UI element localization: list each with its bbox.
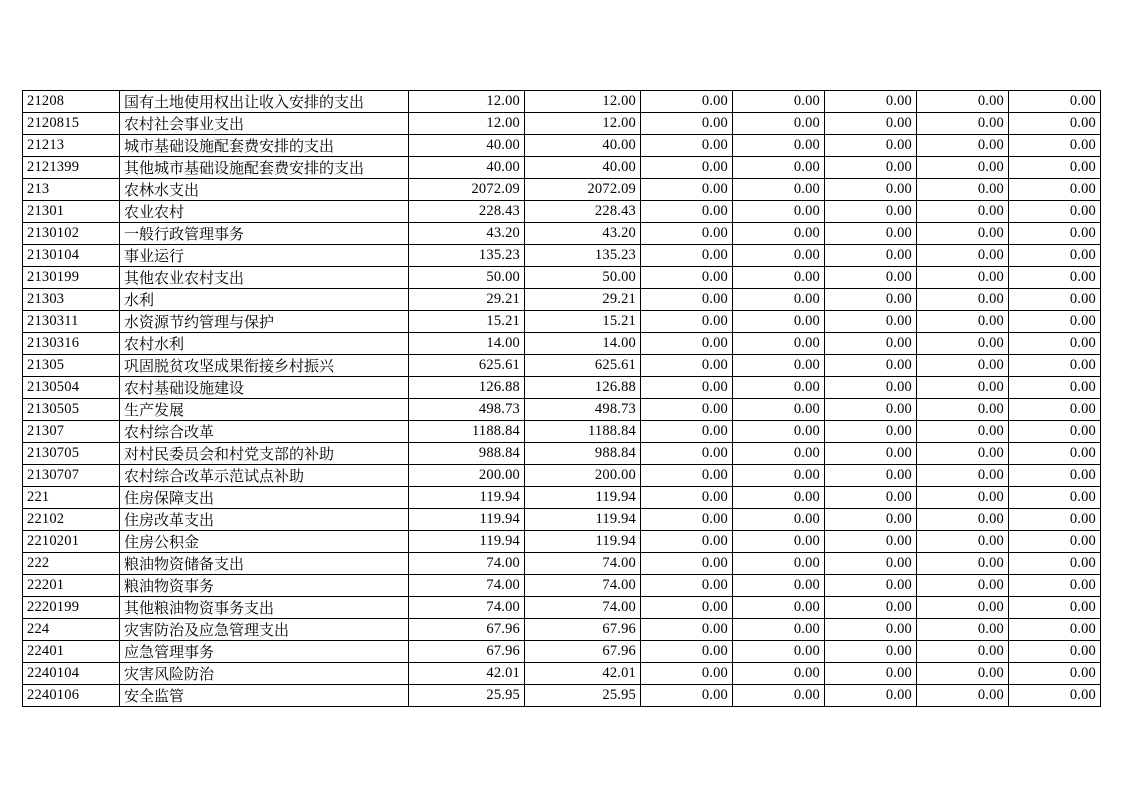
cell-subject-code: 213 (23, 179, 120, 201)
cell-subject-code: 21301 (23, 201, 120, 223)
cell-other-funds: 0.00 (1009, 245, 1101, 267)
cell-subject-name: 水利 (120, 289, 409, 311)
table-row (23, 355, 1101, 377)
cell-total: 29.21 (409, 289, 525, 311)
cell-social-insurance-fund: 0.00 (825, 201, 917, 223)
cell-general-public-budget: 1188.84 (525, 421, 641, 443)
cell-subject-code: 2130505 (23, 399, 120, 421)
cell-subject-name: 国有土地使用权出让收入安排的支出 (120, 91, 409, 113)
cell-gov-fund-budget: 0.00 (641, 201, 733, 223)
cell-fiscal-special-account: 0.00 (917, 157, 1009, 179)
cell-fiscal-special-account: 0.00 (917, 685, 1009, 707)
cell-social-insurance-fund: 0.00 (825, 113, 917, 135)
cell-total: 200.00 (409, 465, 525, 487)
cell-total: 12.00 (409, 113, 525, 135)
cell-state-capital-budget: 0.00 (733, 157, 825, 179)
cell-gov-fund-budget: 0.00 (641, 289, 733, 311)
cell-fiscal-special-account: 0.00 (917, 377, 1009, 399)
cell-general-public-budget: 42.01 (525, 663, 641, 685)
cell-total: 74.00 (409, 597, 525, 619)
table-row (23, 311, 1101, 333)
cell-state-capital-budget: 0.00 (733, 113, 825, 135)
cell-general-public-budget: 29.21 (525, 289, 641, 311)
cell-state-capital-budget: 0.00 (733, 575, 825, 597)
cell-subject-name: 其他农业农村支出 (120, 267, 409, 289)
cell-subject-name: 其他城市基础设施配套费安排的支出 (120, 157, 409, 179)
cell-subject-code: 2120815 (23, 113, 120, 135)
cell-subject-name: 应急管理事务 (120, 641, 409, 663)
cell-general-public-budget: 135.23 (525, 245, 641, 267)
cell-social-insurance-fund: 0.00 (825, 575, 917, 597)
table-row (23, 575, 1101, 597)
cell-social-insurance-fund: 0.00 (825, 157, 917, 179)
cell-total: 1188.84 (409, 421, 525, 443)
cell-fiscal-special-account: 0.00 (917, 553, 1009, 575)
cell-general-public-budget: 12.00 (525, 113, 641, 135)
cell-general-public-budget: 126.88 (525, 377, 641, 399)
cell-gov-fund-budget: 0.00 (641, 465, 733, 487)
cell-other-funds: 0.00 (1009, 333, 1101, 355)
cell-state-capital-budget: 0.00 (733, 355, 825, 377)
cell-subject-code: 224 (23, 619, 120, 641)
cell-other-funds: 0.00 (1009, 135, 1101, 157)
cell-social-insurance-fund: 0.00 (825, 289, 917, 311)
cell-general-public-budget: 14.00 (525, 333, 641, 355)
cell-social-insurance-fund: 0.00 (825, 487, 917, 509)
cell-subject-name: 其他粮油物资事务支出 (120, 597, 409, 619)
cell-fiscal-special-account: 0.00 (917, 487, 1009, 509)
cell-subject-name: 粮油物资储备支出 (120, 553, 409, 575)
cell-subject-name: 城市基础设施配套费安排的支出 (120, 135, 409, 157)
cell-subject-name: 农林水支出 (120, 179, 409, 201)
cell-general-public-budget: 74.00 (525, 575, 641, 597)
cell-gov-fund-budget: 0.00 (641, 597, 733, 619)
budget-table (22, 90, 1101, 707)
table-row (23, 245, 1101, 267)
cell-general-public-budget: 74.00 (525, 597, 641, 619)
cell-general-public-budget: 40.00 (525, 157, 641, 179)
cell-subject-name: 农村综合改革示范试点补助 (120, 465, 409, 487)
cell-gov-fund-budget: 0.00 (641, 685, 733, 707)
cell-total: 2072.09 (409, 179, 525, 201)
cell-subject-name: 粮油物资事务 (120, 575, 409, 597)
cell-state-capital-budget: 0.00 (733, 201, 825, 223)
cell-fiscal-special-account: 0.00 (917, 113, 1009, 135)
table-row (23, 619, 1101, 641)
cell-state-capital-budget: 0.00 (733, 377, 825, 399)
cell-fiscal-special-account: 0.00 (917, 531, 1009, 553)
cell-social-insurance-fund: 0.00 (825, 685, 917, 707)
cell-fiscal-special-account: 0.00 (917, 311, 1009, 333)
cell-social-insurance-fund: 0.00 (825, 553, 917, 575)
cell-general-public-budget: 12.00 (525, 91, 641, 113)
cell-social-insurance-fund: 0.00 (825, 531, 917, 553)
cell-other-funds: 0.00 (1009, 575, 1101, 597)
cell-subject-name: 农村社会事业支出 (120, 113, 409, 135)
cell-subject-name: 灾害风险防治 (120, 663, 409, 685)
cell-fiscal-special-account: 0.00 (917, 509, 1009, 531)
table-row (23, 663, 1101, 685)
cell-fiscal-special-account: 0.00 (917, 333, 1009, 355)
cell-social-insurance-fund: 0.00 (825, 333, 917, 355)
cell-other-funds: 0.00 (1009, 377, 1101, 399)
cell-gov-fund-budget: 0.00 (641, 91, 733, 113)
cell-total: 42.01 (409, 663, 525, 685)
cell-state-capital-budget: 0.00 (733, 509, 825, 531)
cell-general-public-budget: 228.43 (525, 201, 641, 223)
cell-fiscal-special-account: 0.00 (917, 663, 1009, 685)
cell-gov-fund-budget: 0.00 (641, 333, 733, 355)
cell-total: 498.73 (409, 399, 525, 421)
cell-other-funds: 0.00 (1009, 157, 1101, 179)
cell-gov-fund-budget: 0.00 (641, 399, 733, 421)
cell-total: 14.00 (409, 333, 525, 355)
cell-subject-code: 2130316 (23, 333, 120, 355)
cell-subject-code: 2130311 (23, 311, 120, 333)
cell-other-funds: 0.00 (1009, 179, 1101, 201)
cell-other-funds: 0.00 (1009, 201, 1101, 223)
cell-general-public-budget: 43.20 (525, 223, 641, 245)
cell-general-public-budget: 74.00 (525, 553, 641, 575)
cell-subject-code: 21307 (23, 421, 120, 443)
cell-general-public-budget: 200.00 (525, 465, 641, 487)
cell-subject-code: 2130102 (23, 223, 120, 245)
table-row (23, 135, 1101, 157)
cell-subject-name: 住房公积金 (120, 531, 409, 553)
cell-social-insurance-fund: 0.00 (825, 91, 917, 113)
cell-total: 67.96 (409, 641, 525, 663)
table-row (23, 465, 1101, 487)
cell-gov-fund-budget: 0.00 (641, 179, 733, 201)
cell-fiscal-special-account: 0.00 (917, 223, 1009, 245)
cell-total: 119.94 (409, 509, 525, 531)
cell-total: 40.00 (409, 157, 525, 179)
cell-social-insurance-fund: 0.00 (825, 641, 917, 663)
cell-subject-code: 21208 (23, 91, 120, 113)
cell-gov-fund-budget: 0.00 (641, 663, 733, 685)
cell-fiscal-special-account: 0.00 (917, 597, 1009, 619)
cell-subject-name: 住房改革支出 (120, 509, 409, 531)
cell-state-capital-budget: 0.00 (733, 641, 825, 663)
cell-general-public-budget: 25.95 (525, 685, 641, 707)
cell-general-public-budget: 2072.09 (525, 179, 641, 201)
cell-state-capital-budget: 0.00 (733, 597, 825, 619)
table-row (23, 443, 1101, 465)
cell-general-public-budget: 988.84 (525, 443, 641, 465)
cell-state-capital-budget: 0.00 (733, 531, 825, 553)
cell-gov-fund-budget: 0.00 (641, 377, 733, 399)
cell-subject-code: 2240104 (23, 663, 120, 685)
cell-gov-fund-budget: 0.00 (641, 531, 733, 553)
table-row (23, 201, 1101, 223)
cell-subject-code: 2220199 (23, 597, 120, 619)
cell-state-capital-budget: 0.00 (733, 487, 825, 509)
cell-general-public-budget: 625.61 (525, 355, 641, 377)
cell-other-funds: 0.00 (1009, 641, 1101, 663)
cell-total: 74.00 (409, 575, 525, 597)
cell-fiscal-special-account: 0.00 (917, 135, 1009, 157)
cell-other-funds: 0.00 (1009, 465, 1101, 487)
cell-fiscal-special-account: 0.00 (917, 641, 1009, 663)
table-row (23, 289, 1101, 311)
cell-subject-code: 2210201 (23, 531, 120, 553)
cell-gov-fund-budget: 0.00 (641, 509, 733, 531)
table-row (23, 179, 1101, 201)
table-row (23, 91, 1101, 113)
cell-general-public-budget: 119.94 (525, 531, 641, 553)
cell-total: 988.84 (409, 443, 525, 465)
cell-subject-code: 2130199 (23, 267, 120, 289)
cell-general-public-budget: 67.96 (525, 619, 641, 641)
cell-total: 74.00 (409, 553, 525, 575)
cell-total: 135.23 (409, 245, 525, 267)
table-row (23, 399, 1101, 421)
budget-table-container (22, 90, 1100, 707)
cell-fiscal-special-account: 0.00 (917, 179, 1009, 201)
cell-other-funds: 0.00 (1009, 289, 1101, 311)
cell-subject-name: 安全监管 (120, 685, 409, 707)
cell-gov-fund-budget: 0.00 (641, 113, 733, 135)
cell-fiscal-special-account: 0.00 (917, 245, 1009, 267)
cell-general-public-budget: 498.73 (525, 399, 641, 421)
cell-other-funds: 0.00 (1009, 443, 1101, 465)
cell-total: 228.43 (409, 201, 525, 223)
cell-state-capital-budget: 0.00 (733, 91, 825, 113)
cell-subject-name: 生产发展 (120, 399, 409, 421)
cell-gov-fund-budget: 0.00 (641, 575, 733, 597)
cell-state-capital-budget: 0.00 (733, 267, 825, 289)
cell-other-funds: 0.00 (1009, 685, 1101, 707)
cell-subject-code: 2240106 (23, 685, 120, 707)
cell-state-capital-budget: 0.00 (733, 179, 825, 201)
cell-other-funds: 0.00 (1009, 267, 1101, 289)
cell-other-funds: 0.00 (1009, 421, 1101, 443)
cell-fiscal-special-account: 0.00 (917, 289, 1009, 311)
cell-subject-code: 22401 (23, 641, 120, 663)
cell-subject-code: 2130104 (23, 245, 120, 267)
cell-subject-name: 一般行政管理事务 (120, 223, 409, 245)
table-row (23, 641, 1101, 663)
cell-total: 126.88 (409, 377, 525, 399)
cell-subject-code: 2130707 (23, 465, 120, 487)
cell-social-insurance-fund: 0.00 (825, 421, 917, 443)
cell-other-funds: 0.00 (1009, 113, 1101, 135)
cell-gov-fund-budget: 0.00 (641, 641, 733, 663)
table-row (23, 553, 1101, 575)
cell-other-funds: 0.00 (1009, 619, 1101, 641)
cell-total: 119.94 (409, 531, 525, 553)
cell-social-insurance-fund: 0.00 (825, 465, 917, 487)
cell-general-public-budget: 67.96 (525, 641, 641, 663)
cell-gov-fund-budget: 0.00 (641, 553, 733, 575)
cell-subject-code: 22102 (23, 509, 120, 531)
cell-general-public-budget: 50.00 (525, 267, 641, 289)
cell-other-funds: 0.00 (1009, 553, 1101, 575)
cell-social-insurance-fund: 0.00 (825, 223, 917, 245)
cell-state-capital-budget: 0.00 (733, 465, 825, 487)
cell-other-funds: 0.00 (1009, 311, 1101, 333)
table-row (23, 267, 1101, 289)
cell-gov-fund-budget: 0.00 (641, 157, 733, 179)
cell-subject-name: 农村综合改革 (120, 421, 409, 443)
cell-general-public-budget: 119.94 (525, 487, 641, 509)
cell-subject-name: 农业农村 (120, 201, 409, 223)
cell-gov-fund-budget: 0.00 (641, 267, 733, 289)
cell-gov-fund-budget: 0.00 (641, 355, 733, 377)
cell-subject-code: 22201 (23, 575, 120, 597)
cell-gov-fund-budget: 0.00 (641, 421, 733, 443)
cell-state-capital-budget: 0.00 (733, 443, 825, 465)
cell-fiscal-special-account: 0.00 (917, 575, 1009, 597)
cell-social-insurance-fund: 0.00 (825, 597, 917, 619)
cell-other-funds: 0.00 (1009, 487, 1101, 509)
table-row (23, 333, 1101, 355)
table-row (23, 509, 1101, 531)
cell-subject-name: 灾害防治及应急管理支出 (120, 619, 409, 641)
cell-fiscal-special-account: 0.00 (917, 267, 1009, 289)
cell-fiscal-special-account: 0.00 (917, 201, 1009, 223)
cell-other-funds: 0.00 (1009, 597, 1101, 619)
cell-social-insurance-fund: 0.00 (825, 377, 917, 399)
cell-total: 43.20 (409, 223, 525, 245)
cell-state-capital-budget: 0.00 (733, 663, 825, 685)
cell-subject-name: 农村基础设施建设 (120, 377, 409, 399)
cell-subject-name: 巩固脱贫攻坚成果衔接乡村振兴 (120, 355, 409, 377)
cell-subject-code: 21213 (23, 135, 120, 157)
cell-other-funds: 0.00 (1009, 399, 1101, 421)
cell-social-insurance-fund: 0.00 (825, 135, 917, 157)
cell-other-funds: 0.00 (1009, 531, 1101, 553)
cell-general-public-budget: 15.21 (525, 311, 641, 333)
table-row (23, 531, 1101, 553)
cell-subject-name: 事业运行 (120, 245, 409, 267)
cell-other-funds: 0.00 (1009, 91, 1101, 113)
table-row (23, 685, 1101, 707)
cell-state-capital-budget: 0.00 (733, 311, 825, 333)
cell-gov-fund-budget: 0.00 (641, 443, 733, 465)
cell-fiscal-special-account: 0.00 (917, 465, 1009, 487)
cell-state-capital-budget: 0.00 (733, 245, 825, 267)
cell-social-insurance-fund: 0.00 (825, 245, 917, 267)
cell-subject-name: 住房保障支出 (120, 487, 409, 509)
cell-general-public-budget: 40.00 (525, 135, 641, 157)
cell-fiscal-special-account: 0.00 (917, 355, 1009, 377)
cell-gov-fund-budget: 0.00 (641, 223, 733, 245)
cell-gov-fund-budget: 0.00 (641, 619, 733, 641)
cell-other-funds: 0.00 (1009, 355, 1101, 377)
cell-subject-code: 2121399 (23, 157, 120, 179)
cell-total: 119.94 (409, 487, 525, 509)
cell-state-capital-budget: 0.00 (733, 289, 825, 311)
cell-other-funds: 0.00 (1009, 223, 1101, 245)
cell-subject-name: 水资源节约管理与保护 (120, 311, 409, 333)
cell-other-funds: 0.00 (1009, 509, 1101, 531)
cell-subject-code: 222 (23, 553, 120, 575)
cell-gov-fund-budget: 0.00 (641, 135, 733, 157)
cell-state-capital-budget: 0.00 (733, 553, 825, 575)
cell-fiscal-special-account: 0.00 (917, 421, 1009, 443)
table-row (23, 421, 1101, 443)
cell-general-public-budget: 119.94 (525, 509, 641, 531)
cell-state-capital-budget: 0.00 (733, 399, 825, 421)
cell-fiscal-special-account: 0.00 (917, 443, 1009, 465)
cell-total: 15.21 (409, 311, 525, 333)
cell-state-capital-budget: 0.00 (733, 135, 825, 157)
cell-total: 50.00 (409, 267, 525, 289)
cell-subject-code: 21305 (23, 355, 120, 377)
cell-subject-code: 2130705 (23, 443, 120, 465)
cell-total: 67.96 (409, 619, 525, 641)
cell-gov-fund-budget: 0.00 (641, 311, 733, 333)
cell-subject-code: 21303 (23, 289, 120, 311)
cell-social-insurance-fund: 0.00 (825, 443, 917, 465)
table-row (23, 113, 1101, 135)
cell-social-insurance-fund: 0.00 (825, 267, 917, 289)
cell-social-insurance-fund: 0.00 (825, 355, 917, 377)
cell-social-insurance-fund: 0.00 (825, 509, 917, 531)
cell-fiscal-special-account: 0.00 (917, 91, 1009, 113)
cell-fiscal-special-account: 0.00 (917, 399, 1009, 421)
cell-state-capital-budget: 0.00 (733, 223, 825, 245)
cell-state-capital-budget: 0.00 (733, 421, 825, 443)
cell-social-insurance-fund: 0.00 (825, 179, 917, 201)
budget-table-body (23, 91, 1101, 707)
table-row (23, 223, 1101, 245)
cell-subject-name: 农村水利 (120, 333, 409, 355)
cell-social-insurance-fund: 0.00 (825, 619, 917, 641)
cell-subject-code: 221 (23, 487, 120, 509)
cell-state-capital-budget: 0.00 (733, 333, 825, 355)
cell-subject-name: 对村民委员会和村党支部的补助 (120, 443, 409, 465)
cell-gov-fund-budget: 0.00 (641, 487, 733, 509)
cell-total: 25.95 (409, 685, 525, 707)
cell-social-insurance-fund: 0.00 (825, 311, 917, 333)
table-row (23, 597, 1101, 619)
cell-total: 40.00 (409, 135, 525, 157)
cell-fiscal-special-account: 0.00 (917, 619, 1009, 641)
cell-social-insurance-fund: 0.00 (825, 399, 917, 421)
cell-total: 625.61 (409, 355, 525, 377)
cell-state-capital-budget: 0.00 (733, 685, 825, 707)
table-row (23, 377, 1101, 399)
cell-other-funds: 0.00 (1009, 663, 1101, 685)
table-row (23, 487, 1101, 509)
cell-social-insurance-fund: 0.00 (825, 663, 917, 685)
table-row (23, 157, 1101, 179)
cell-total: 12.00 (409, 91, 525, 113)
cell-state-capital-budget: 0.00 (733, 619, 825, 641)
cell-gov-fund-budget: 0.00 (641, 245, 733, 267)
cell-subject-code: 2130504 (23, 377, 120, 399)
